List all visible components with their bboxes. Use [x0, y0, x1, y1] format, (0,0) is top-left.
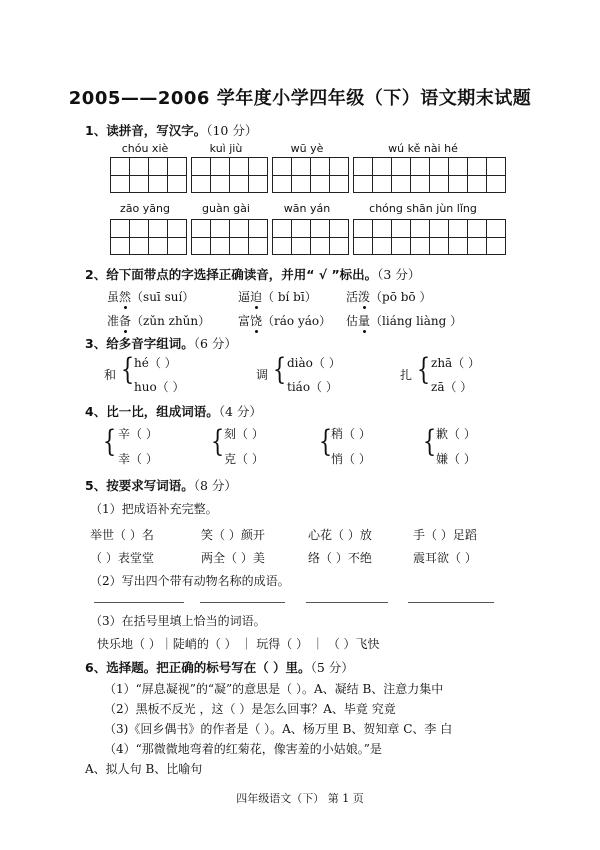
q5-answer-line-3[interactable] [306, 602, 388, 603]
q6-points: （5 分） [310, 660, 354, 675]
q4-bottom-1[interactable]: 幸（ ） [118, 452, 158, 466]
q2-item-6-char: 估 [346, 314, 359, 328]
q4-brace-4: { [422, 424, 437, 459]
q2-item-6[interactable] [346, 312, 462, 329]
q3-brace-1: { [120, 352, 135, 387]
q1-pinyin-5: zāo yāng [120, 202, 170, 215]
q2-item-2-options: （ bí bī） [262, 290, 317, 304]
q5-sub1: （1）把成语补充完整。 [90, 502, 218, 516]
q2-item-4-char: 准 [107, 314, 120, 328]
q5-heading-text: 5、按要求写词语。 [85, 478, 194, 493]
q2-item-4-options: （zǔn zhǔn） [131, 314, 211, 328]
q4-brace-3: { [318, 424, 333, 459]
q5-idiom-2[interactable]: 笑（ ）颜开 [201, 528, 265, 542]
q2-item-6-options: （liáng liàng ） [370, 314, 463, 328]
q3-bottom-1[interactable]: huo（ ） [134, 380, 185, 394]
q2-item-3-char: 活 [346, 290, 359, 304]
q2-item-5-options: （ráo yáo） [262, 314, 332, 328]
q1-heading-text: 1、读拼音，写汉字。 [85, 123, 207, 138]
q2-item-3-dotted-char: 泼 [358, 290, 371, 304]
q2-item-4-dotted-char: 备 [119, 314, 132, 328]
q5-answer-line-1[interactable] [94, 602, 184, 603]
q5-idiom-8[interactable]: 震耳欲（ ） [413, 551, 477, 565]
q1-pinyin-4: wú kě nài hé [388, 142, 458, 155]
q2-item-1-char: 虽 [107, 290, 120, 304]
q1-pinyin-1: chóu xiè [121, 142, 169, 155]
q2-item-3[interactable] [346, 288, 431, 305]
q1-writing-grid-5[interactable] [110, 219, 187, 255]
q4-bottom-4[interactable]: 嫌（ ） [436, 452, 476, 466]
q6-heading-text: 6、选择题。把正确的标号写在（ ）里。 [85, 660, 311, 675]
q2-item-4[interactable] [107, 312, 210, 329]
q1-points: （10 分） [206, 123, 258, 138]
q4-top-2[interactable]: 刻（ ） [224, 427, 264, 441]
q4-points: （4 分） [218, 404, 262, 419]
q4-brace-1: { [102, 424, 117, 459]
q1-pinyin-2: kuì jiù [209, 142, 243, 155]
q5-idiom-7[interactable]: 络（ ）不绝 [308, 551, 372, 565]
q3-char-3: 扎 [400, 368, 413, 382]
q5-idiom-6[interactable]: 两全（ ）美 [201, 551, 265, 565]
q5-sub3: （3）在括号里填上恰当的词语。 [90, 614, 266, 628]
q5-idiom-3[interactable]: 心花（ ）放 [308, 528, 372, 542]
q2-item-5-dotted-char: 饶 [250, 314, 263, 328]
q2-item-2-dotted-char: 迫 [250, 290, 263, 304]
q1-writing-grid-1[interactable] [110, 157, 187, 193]
q1-pinyin-8: chóng shān jùn lǐng [369, 202, 477, 215]
q1-writing-grid-7[interactable] [272, 219, 349, 255]
q2-item-6-dotted-char: 量 [358, 314, 371, 328]
q3-brace-2: { [272, 352, 287, 387]
q1-heading [85, 121, 257, 139]
q5-fill-row[interactable]: 快乐地（ ）｜陡峭的（ ） ｜ 玩得（ ） ｜ （ ）飞快 [97, 637, 380, 651]
q6-item-2[interactable]: （2）黑板不反光 ，这（ ）是怎么回事？A、毕竟 究竟 [104, 702, 396, 716]
q3-top-3[interactable]: zhā（ ） [431, 356, 481, 370]
q2-item-1-options: （suī suí） [131, 290, 195, 304]
q2-item-5[interactable] [238, 312, 331, 329]
q3-top-1[interactable]: hé（ ） [134, 356, 177, 370]
q2-item-2-char: 逼 [238, 290, 251, 304]
q5-idiom-4[interactable]: 手（ ）足蹈 [413, 528, 477, 542]
q4-top-1[interactable]: 辛（ ） [118, 427, 158, 441]
q3-points: （6 分） [193, 336, 237, 351]
q4-bottom-2[interactable]: 克（ ） [224, 452, 264, 466]
q2-item-1-dotted-char: 然 [119, 290, 132, 304]
q3-top-2[interactable]: diào（ ） [287, 356, 341, 370]
q1-pinyin-3: wū yè [290, 142, 324, 155]
q4-bottom-3[interactable]: 悄（ ） [331, 452, 371, 466]
q6-heading [85, 658, 354, 676]
q1-writing-grid-6[interactable] [191, 219, 268, 255]
q2-heading-text: 2、给下面带点的字选择正确读音，并用“ √ ”标出。 [85, 267, 378, 282]
q1-writing-grid-2[interactable] [191, 157, 268, 193]
q5-sub2: （2）写出四个带有动物名称的成语。 [90, 574, 290, 588]
q3-brace-3: { [416, 352, 431, 387]
q1-writing-grid-4[interactable] [353, 157, 506, 193]
q1-pinyin-7: wān yán [283, 202, 331, 215]
q1-writing-grid-3[interactable] [272, 157, 349, 193]
q3-heading-text: 3、给多音字组词。 [85, 336, 194, 351]
q5-heading [85, 476, 237, 494]
q5-answer-line-4[interactable] [408, 602, 494, 603]
q3-char-2: 调 [256, 368, 269, 382]
q1-writing-grid-8[interactable] [353, 219, 506, 255]
q3-bottom-3[interactable]: zā（ ） [431, 380, 473, 394]
q4-heading [85, 402, 262, 420]
q2-points: （3 分） [377, 267, 421, 282]
q5-answer-line-2[interactable] [200, 602, 285, 603]
q2-item-1[interactable] [107, 288, 194, 305]
q4-top-3[interactable]: 稍（ ） [331, 427, 371, 441]
q3-heading [85, 334, 237, 352]
q6-item-4[interactable]: （4）“那微微地弯着的红菊花，像害羞的小姑娘。”是 [104, 742, 382, 756]
q4-brace-2: { [210, 424, 225, 459]
q6-item-3[interactable]: （3)《回乡偶书》的作者是（ ）。A、杨万里 B、贺知章 C、李 白 [104, 722, 453, 736]
q6-item-4-options[interactable]: A、拟人句 B、比喻句 [85, 762, 203, 776]
q2-heading [85, 265, 420, 283]
q5-points: （8 分） [193, 478, 237, 493]
page-footer: 四年级语文（下） 第 1 页 [236, 792, 364, 805]
q2-item-3-options: （pō bō ） [370, 290, 432, 304]
q6-item-1[interactable]: （1）“屏息凝视”的“凝”的意思是（ ）。A、凝结 B、注意力集中 [104, 682, 444, 696]
q5-idiom-5[interactable]: （ ）表堂堂 [90, 551, 154, 565]
q2-item-2[interactable] [238, 288, 317, 305]
q3-char-1: 和 [104, 368, 117, 382]
q5-idiom-1[interactable]: 举世（ ）名 [90, 528, 154, 542]
q3-bottom-2[interactable]: tiáo（ ） [287, 380, 338, 394]
q4-top-4[interactable]: 歉（ ） [436, 427, 476, 441]
q2-item-5-char: 富 [238, 314, 251, 328]
q4-heading-text: 4、比一比，组成词语。 [85, 404, 219, 419]
page-title: 2005——2006 学年度小学四年级（下）语文期末试题 [68, 88, 532, 109]
q1-pinyin-6: guàn gài [202, 202, 250, 215]
